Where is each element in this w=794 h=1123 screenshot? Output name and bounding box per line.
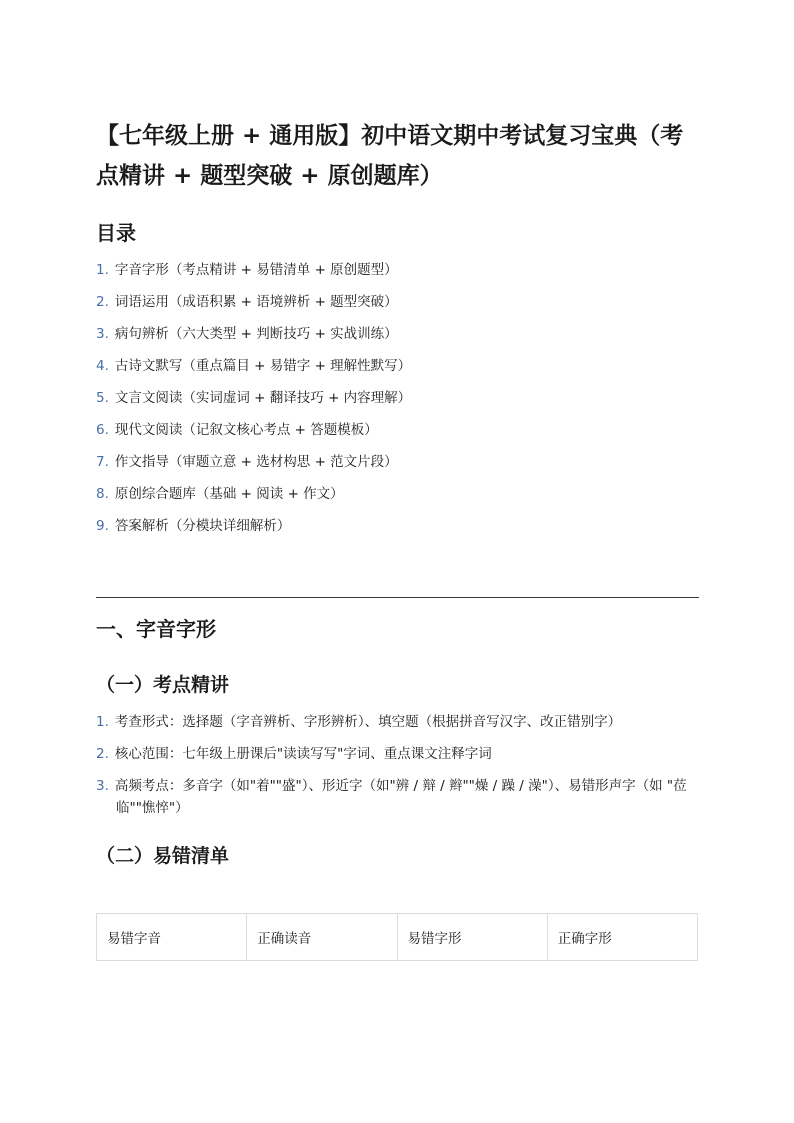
toc-item-text: 字音字形（考点精讲 + 易错清单 + 原创题型） [114, 262, 398, 278]
toc-item-text: 原创综合题库（基础 + 阅读 + 作文） [114, 486, 344, 502]
toc-item[interactable] [96, 387, 411, 419]
list-item-number: 3. [96, 778, 109, 794]
toc-item-number: 8. [96, 486, 109, 502]
toc-item-number: 9. [96, 518, 109, 534]
list-item-text: 高频考点：多音字（如"着""盛"）、形近字（如"辨 / 辩 / 辫""燥 / 躁 / 澡"）、易错形声字（如 "莅临""憔悴"） [114, 778, 687, 816]
toc-item[interactable] [96, 419, 411, 451]
toc-item-text: 文言文阅读（实词虚词 + 翻译技巧 + 内容理解） [114, 390, 412, 406]
list-item-number: 2. [96, 746, 109, 762]
toc-item-text: 作文指导（审题立意 + 选材构思 + 范文片段） [114, 454, 398, 470]
column-header: 正确读音 [247, 914, 397, 961]
column-header: 正确字形 [547, 914, 697, 961]
toc-item[interactable] [96, 515, 411, 547]
list-item-text: 核心范围：七年级上册课后"读读写写"字词、重点课文注释字词 [114, 746, 492, 762]
list-item-number: 1. [96, 714, 109, 730]
toc-item[interactable] [96, 259, 411, 291]
toc-item[interactable] [96, 355, 411, 387]
toc-item-text: 现代文阅读（记叙文核心考点 + 答题模板） [114, 422, 378, 438]
column-header: 易错字音 [97, 914, 247, 961]
table-of-contents [96, 259, 411, 547]
error-list-table [96, 913, 698, 961]
toc-item-text: 答案解析（分模块详细解析） [114, 518, 291, 534]
toc-item-number: 1. [96, 262, 109, 278]
toc-item-number: 7. [96, 454, 109, 470]
table-header-row [97, 914, 698, 961]
toc-item-text: 词语运用（成语积累 + 语境辨析 + 题型突破） [114, 294, 398, 310]
column-header: 易错字形 [397, 914, 547, 961]
toc-heading: 目录 [96, 221, 136, 245]
toc-item[interactable] [96, 323, 411, 355]
toc-item[interactable] [96, 451, 411, 483]
list-item [96, 711, 702, 733]
subsection-heading-key-points: （一）考点精讲 [96, 674, 230, 696]
document-title: 【七年级上册 + 通用版】初中语文期中考试复习宝典（考点精讲 + 题型突破 + 原创题库） [96, 123, 684, 189]
toc-item-number: 3. [96, 326, 109, 342]
key-points-list [96, 711, 702, 829]
toc-item-number: 2. [96, 294, 109, 310]
toc-item-number: 5. [96, 390, 109, 406]
list-item [96, 743, 702, 765]
toc-item-text: 古诗文默写（重点篇目 + 易错字 + 理解性默写） [114, 358, 412, 374]
subsection-heading-error-list: （二）易错清单 [96, 845, 230, 867]
toc-item[interactable] [96, 483, 411, 515]
section-heading: 一、字音字形 [96, 617, 216, 641]
section-divider [96, 597, 699, 598]
list-item-text: 考查形式：选择题（字音辨析、字形辨析）、填空题（根据拼音写汉字、改正错别字） [114, 714, 622, 730]
toc-item-text: 病句辨析（六大类型 + 判断技巧 + 实战训练） [114, 326, 398, 342]
toc-item-number: 6. [96, 422, 109, 438]
list-item [96, 775, 702, 819]
toc-item[interactable] [96, 291, 411, 323]
toc-item-number: 4. [96, 358, 109, 374]
